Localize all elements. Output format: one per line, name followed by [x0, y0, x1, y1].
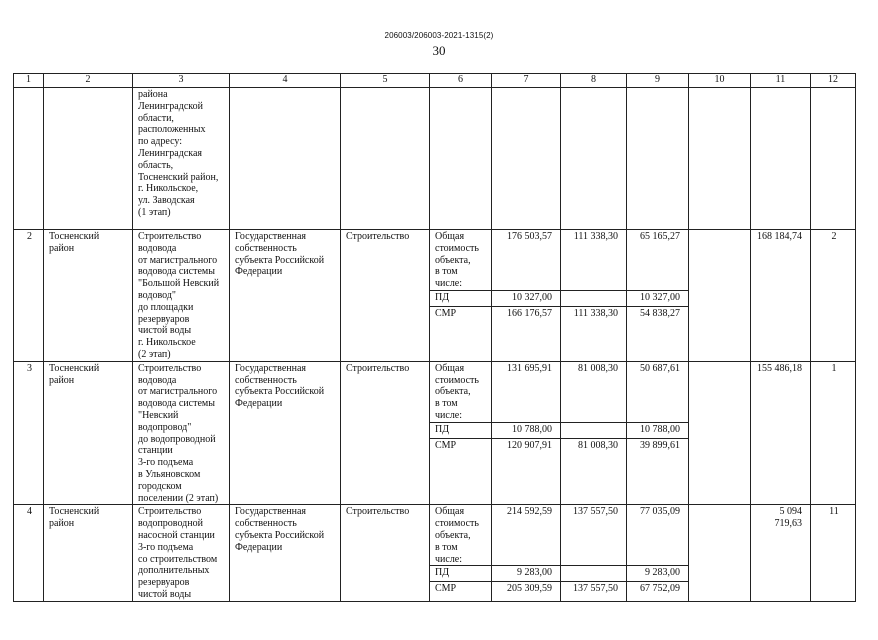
col10-cell [689, 230, 751, 362]
col12-cell: 1 [811, 361, 856, 505]
cost-col9-cell: 10 788,00 [627, 422, 689, 438]
cost-col9-cell: 50 687,61 [627, 361, 689, 422]
cost-col9-cell: 67 752,09 [627, 582, 689, 601]
cost-col8-cell: 111 338,30 [561, 307, 627, 362]
col12-cell: 2 [811, 230, 856, 362]
cell [751, 88, 811, 230]
cost-total-cell: 176 503,57 [492, 230, 561, 291]
row-number: 4 [14, 505, 44, 601]
document-code: 206003/206003-2021-1315(2) [384, 31, 494, 40]
cost-total-cell: 205 309,59 [492, 582, 561, 601]
register-table [13, 73, 856, 602]
ownership-cell: Государственная собственность субъекта Российской Федерации [230, 361, 341, 505]
cell [14, 88, 44, 230]
col11-cell: 168 184,74 [751, 230, 811, 362]
object-row-line [14, 230, 856, 291]
cost-type-label: Общая стоимость объекта, в том числе: [430, 361, 492, 422]
cost-col8-cell: 137 557,50 [561, 505, 627, 566]
cost-total-cell: 214 592,59 [492, 505, 561, 566]
work-type-cell: Строительство [341, 361, 430, 505]
col10-cell [689, 505, 751, 601]
work-type-cell: Строительство [341, 505, 430, 601]
cell [627, 88, 689, 230]
page-number: 30 [432, 43, 446, 58]
cost-type-label: Общая стоимость объекта, в том числе: [430, 230, 492, 291]
cost-total-cell: 166 176,57 [492, 307, 561, 362]
cell [44, 88, 133, 230]
cost-col8-cell: 81 008,30 [561, 361, 627, 422]
object-name-cell: Строительство водовода от магистрального водовода системы "Большой Невский водовод" до площадки резервуаров чистой воды г. Никольское (2 этап) [133, 230, 230, 362]
row-number: 2 [14, 230, 44, 362]
col-header: 5 [341, 74, 430, 88]
col-header: 10 [689, 74, 751, 88]
district-cell: Тосненский район [44, 505, 133, 601]
cost-type-label: СМР [430, 438, 492, 505]
cost-type-label: ПД [430, 566, 492, 582]
cell [430, 88, 492, 230]
cost-col8-cell [561, 566, 627, 582]
col11-cell: 155 486,18 [751, 361, 811, 505]
cost-type-label: ПД [430, 422, 492, 438]
cost-col8-cell: 81 008,30 [561, 438, 627, 505]
col-header: 11 [751, 74, 811, 88]
cost-col8-cell: 137 557,50 [561, 582, 627, 601]
col10-cell [689, 361, 751, 505]
cell [341, 88, 430, 230]
col-header: 7 [492, 74, 561, 88]
cost-total-cell: 10 327,00 [492, 291, 561, 307]
cell [811, 88, 856, 230]
ownership-cell: Государственная собственность субъекта Российской Федерации [230, 505, 341, 601]
cost-total-cell: 120 907,91 [492, 438, 561, 505]
cost-total-cell: 10 788,00 [492, 422, 561, 438]
district-cell: Тосненский район [44, 230, 133, 362]
cost-col8-cell: 111 338,30 [561, 230, 627, 291]
col-header: 6 [430, 74, 492, 88]
col-header: 8 [561, 74, 627, 88]
object-name-cell: Строительство водопроводной насосной станции 3-го подъема со строительством дополнительных резервуаров чистой воды [133, 505, 230, 601]
cost-type-label: СМР [430, 582, 492, 601]
row-number: 3 [14, 361, 44, 505]
col-header: 4 [230, 74, 341, 88]
col-header: 1 [14, 74, 44, 88]
object-row-line [14, 361, 856, 422]
cost-col9-cell: 9 283,00 [627, 566, 689, 582]
col-header: 2 [44, 74, 133, 88]
cost-col9-cell: 39 899,61 [627, 438, 689, 505]
ownership-cell: Государственная собственность субъекта Российской Федерации [230, 230, 341, 362]
col-header: 9 [627, 74, 689, 88]
cost-col8-cell [561, 422, 627, 438]
cost-col9-cell: 10 327,00 [627, 291, 689, 307]
district-cell: Тосненский район [44, 361, 133, 505]
cost-type-label: СМР [430, 307, 492, 362]
cell [492, 88, 561, 230]
object-row-line [14, 505, 856, 566]
cost-type-label: ПД [430, 291, 492, 307]
col11-cell: 5 094 719,63 [751, 505, 811, 601]
object-name-cell: района Ленинградской области, расположенных по адресу: Ленинградская область, Тосненский район, г. Никольское, ул. Заводская (1 этап) [133, 88, 230, 230]
cost-col9-cell: 77 035,09 [627, 505, 689, 566]
cost-col8-cell [561, 291, 627, 307]
object-name-cell: Строительство водовода от магистрального водовода системы "Невский водопровод" до водопроводной станции 3-го подъема в Ульяновском городском поселении (2 этап) [133, 361, 230, 505]
col-header: 12 [811, 74, 856, 88]
col-header: 3 [133, 74, 230, 88]
cell [689, 88, 751, 230]
cost-total-cell: 131 695,91 [492, 361, 561, 422]
work-type-cell: Строительство [341, 230, 430, 362]
header-row [14, 74, 856, 88]
cost-type-label: Общая стоимость объекта, в том числе: [430, 505, 492, 566]
cost-total-cell: 9 283,00 [492, 566, 561, 582]
cell [561, 88, 627, 230]
col12-cell: 11 [811, 505, 856, 601]
cost-col9-cell: 65 165,27 [627, 230, 689, 291]
continued-row [14, 88, 856, 230]
cell [230, 88, 341, 230]
cost-col9-cell: 54 838,27 [627, 307, 689, 362]
